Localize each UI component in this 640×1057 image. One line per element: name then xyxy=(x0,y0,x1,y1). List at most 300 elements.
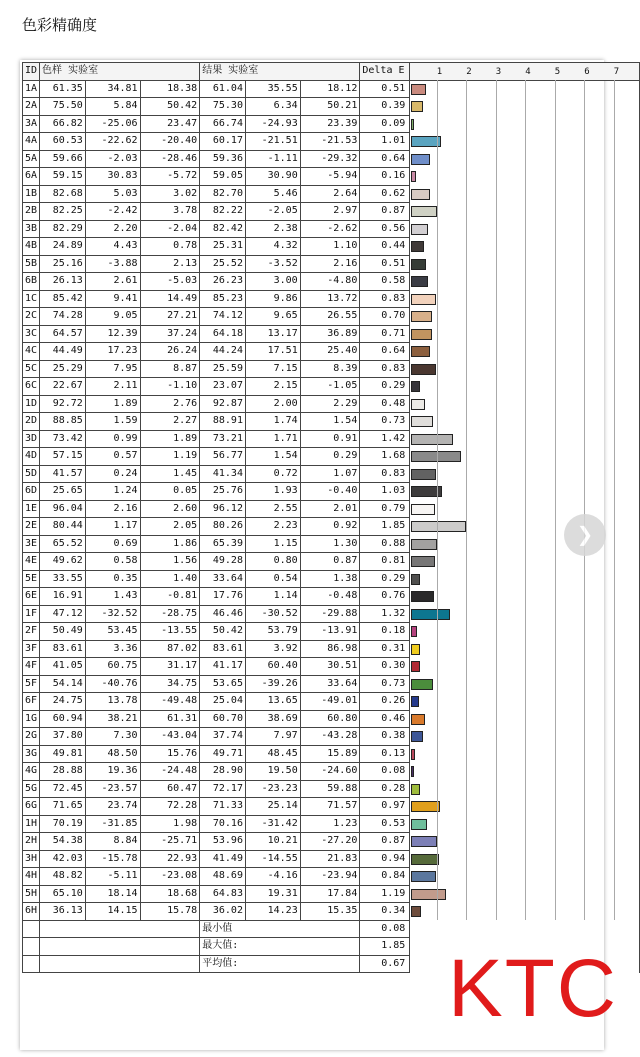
sample-lab-value: 60.94 xyxy=(40,710,86,728)
result-lab-value: 66.74 xyxy=(200,115,246,133)
result-lab-value: 60.80 xyxy=(300,710,360,728)
patch-id: 5D xyxy=(23,465,40,483)
patch-id: 4H xyxy=(23,868,40,886)
delta-e-value: 0.29 xyxy=(360,570,410,588)
result-lab-value: 15.89 xyxy=(300,745,360,763)
header-delta: Delta E xyxy=(360,63,410,81)
delta-e-value: 1.85 xyxy=(360,518,410,536)
sample-lab-value: 57.15 xyxy=(40,448,86,466)
sample-lab-value: 24.75 xyxy=(40,693,86,711)
sample-lab-value: 72.28 xyxy=(140,798,200,816)
result-lab-value: -0.40 xyxy=(300,483,360,501)
result-lab-value: 30.90 xyxy=(245,168,300,186)
delta-e-value: 0.58 xyxy=(360,273,410,291)
delta-e-bar xyxy=(411,189,429,200)
patch-id: 6H xyxy=(23,903,40,921)
delta-e-value: 0.53 xyxy=(360,815,410,833)
sample-lab-value: 8.87 xyxy=(140,360,200,378)
patch-id: 2C xyxy=(23,308,40,326)
table-row xyxy=(23,220,640,238)
result-lab-value: 59.05 xyxy=(200,168,246,186)
result-lab-value: 26.23 xyxy=(200,273,246,291)
table-row xyxy=(23,640,640,658)
delta-e-value: 0.09 xyxy=(360,115,410,133)
scale-gridline xyxy=(466,80,467,920)
result-lab-value: 19.31 xyxy=(245,885,300,903)
result-lab-value: 0.80 xyxy=(245,553,300,571)
result-lab-value: 1.74 xyxy=(245,413,300,431)
patch-id: 3A xyxy=(23,115,40,133)
delta-e-bar xyxy=(411,871,436,882)
patch-id: 6A xyxy=(23,168,40,186)
table-row xyxy=(23,325,640,343)
sample-lab-value: -22.62 xyxy=(85,133,140,151)
sample-lab-value: 2.27 xyxy=(140,413,200,431)
summary-empty xyxy=(23,955,40,973)
result-lab-value: -49.01 xyxy=(300,693,360,711)
table-row xyxy=(23,378,640,396)
summary-label: 平均值: xyxy=(200,955,360,973)
sample-lab-value: 73.42 xyxy=(40,430,86,448)
sample-lab-value: 26.24 xyxy=(140,343,200,361)
delta-e-value: 0.97 xyxy=(360,798,410,816)
result-lab-value: 1.54 xyxy=(300,413,360,431)
patch-id: 1F xyxy=(23,605,40,623)
result-lab-value: -4.16 xyxy=(245,868,300,886)
result-lab-value: -21.51 xyxy=(245,133,300,151)
delta-e-bar xyxy=(411,101,423,112)
sample-lab-value: 3.78 xyxy=(140,203,200,221)
delta-e-value: 0.76 xyxy=(360,588,410,606)
sample-lab-value: -32.52 xyxy=(85,605,140,623)
delta-e-bar xyxy=(411,889,446,900)
patch-id: 2F xyxy=(23,623,40,641)
delta-e-bar xyxy=(411,241,424,252)
sample-lab-value: 48.50 xyxy=(85,745,140,763)
scale-gridline xyxy=(525,80,526,920)
scale-tick: 2 xyxy=(466,67,472,78)
result-lab-value: 35.55 xyxy=(245,80,300,98)
sample-lab-value: 12.39 xyxy=(85,325,140,343)
result-lab-value: 21.83 xyxy=(300,850,360,868)
delta-e-value: 0.48 xyxy=(360,395,410,413)
summary-value: 0.08 xyxy=(360,920,410,938)
delta-e-bar xyxy=(411,574,420,585)
delta-e-value: 0.39 xyxy=(360,98,410,116)
sample-lab-value: 24.89 xyxy=(40,238,86,256)
sample-lab-value: 5.03 xyxy=(85,185,140,203)
delta-e-value: 0.94 xyxy=(360,850,410,868)
sample-lab-value: -23.57 xyxy=(85,780,140,798)
sample-lab-value: 0.58 xyxy=(85,553,140,571)
sample-lab-value: -24.48 xyxy=(140,763,200,781)
sample-lab-value: 15.78 xyxy=(140,903,200,921)
result-lab-value: -5.94 xyxy=(300,168,360,186)
delta-e-bar xyxy=(411,906,421,917)
sample-lab-value: 1.45 xyxy=(140,465,200,483)
patch-id: 4C xyxy=(23,343,40,361)
sample-lab-value: 2.16 xyxy=(85,500,140,518)
sample-lab-value: 49.62 xyxy=(40,553,86,571)
sample-lab-value: 88.85 xyxy=(40,413,86,431)
scale-tick: 4 xyxy=(525,67,531,78)
table-row xyxy=(23,203,640,221)
sample-lab-value: -2.04 xyxy=(140,220,200,238)
result-lab-value: 70.16 xyxy=(200,815,246,833)
sample-lab-value: 0.24 xyxy=(85,465,140,483)
result-lab-value: 8.39 xyxy=(300,360,360,378)
delta-e-bar xyxy=(411,276,428,287)
patch-id: 4G xyxy=(23,763,40,781)
delta-e-bar xyxy=(411,854,439,865)
sample-lab-value: 14.49 xyxy=(140,290,200,308)
table-row xyxy=(23,780,640,798)
result-lab-value: 25.31 xyxy=(200,238,246,256)
sample-lab-value: 1.98 xyxy=(140,815,200,833)
delta-e-value: 0.84 xyxy=(360,868,410,886)
table-row xyxy=(23,98,640,116)
sample-lab-value: -28.46 xyxy=(140,150,200,168)
delta-e-bar xyxy=(411,539,437,550)
delta-e-value: 0.08 xyxy=(360,763,410,781)
patch-id: 6D xyxy=(23,483,40,501)
result-lab-value: 1.07 xyxy=(300,465,360,483)
delta-e-bar xyxy=(411,504,434,515)
result-lab-value: 83.61 xyxy=(200,640,246,658)
delta-e-bar xyxy=(411,224,428,235)
table-row xyxy=(23,255,640,273)
sample-lab-value: 96.04 xyxy=(40,500,86,518)
delta-e-bar xyxy=(411,819,427,830)
sample-lab-value: 1.59 xyxy=(85,413,140,431)
delta-e-bar xyxy=(411,311,432,322)
table-row xyxy=(23,553,640,571)
next-page-button[interactable] xyxy=(564,514,606,556)
table-row xyxy=(23,850,640,868)
patch-id: 5F xyxy=(23,675,40,693)
sample-lab-value: 41.05 xyxy=(40,658,86,676)
header-sample: 色样 实验室 xyxy=(40,63,200,81)
result-lab-value: 5.46 xyxy=(245,185,300,203)
table-row xyxy=(23,483,640,501)
result-lab-value: 37.74 xyxy=(200,728,246,746)
sample-lab-value: 1.17 xyxy=(85,518,140,536)
delta-e-value: 0.18 xyxy=(360,623,410,641)
result-lab-value: 0.91 xyxy=(300,430,360,448)
table-row xyxy=(23,518,640,536)
patch-id: 2D xyxy=(23,413,40,431)
result-lab-value: 9.86 xyxy=(245,290,300,308)
summary-label: 最大值: xyxy=(200,938,360,956)
sample-lab-value: 1.19 xyxy=(140,448,200,466)
summary-empty xyxy=(40,938,200,956)
sample-lab-value: -1.10 xyxy=(140,378,200,396)
delta-e-bar xyxy=(411,434,453,445)
summary-value: 1.85 xyxy=(360,938,410,956)
result-lab-value: 53.65 xyxy=(200,675,246,693)
result-lab-value: 1.14 xyxy=(245,588,300,606)
sample-lab-value: 83.61 xyxy=(40,640,86,658)
sample-lab-value: 59.66 xyxy=(40,150,86,168)
delta-e-value: 0.64 xyxy=(360,150,410,168)
sample-lab-value: 23.47 xyxy=(140,115,200,133)
result-lab-value: 64.83 xyxy=(200,885,246,903)
scale-tick: 5 xyxy=(554,67,561,78)
result-lab-value: 1.93 xyxy=(245,483,300,501)
result-lab-value: 18.12 xyxy=(300,80,360,98)
result-lab-value: 36.02 xyxy=(200,903,246,921)
result-lab-value: 60.40 xyxy=(245,658,300,676)
sample-lab-value: -43.04 xyxy=(140,728,200,746)
delta-e-bar xyxy=(411,836,437,847)
result-lab-value: -3.52 xyxy=(245,255,300,273)
table-row xyxy=(23,185,640,203)
sample-lab-value: -15.78 xyxy=(85,850,140,868)
sample-lab-value: 0.05 xyxy=(140,483,200,501)
result-lab-value: -2.05 xyxy=(245,203,300,221)
sample-lab-value: 1.89 xyxy=(140,430,200,448)
patch-id: 4B xyxy=(23,238,40,256)
result-lab-value: 60.17 xyxy=(200,133,246,151)
sample-lab-value: 37.24 xyxy=(140,325,200,343)
delta-e-bar xyxy=(411,731,422,742)
sample-lab-value: 3.02 xyxy=(140,185,200,203)
delta-e-bar xyxy=(411,714,425,725)
table-row xyxy=(23,658,640,676)
sample-lab-value: 82.68 xyxy=(40,185,86,203)
result-lab-value: -39.26 xyxy=(245,675,300,693)
patch-id: 5A xyxy=(23,150,40,168)
delta-e-bar xyxy=(411,766,413,777)
delta-e-value: 1.32 xyxy=(360,605,410,623)
sample-lab-value: -23.08 xyxy=(140,868,200,886)
patch-id: 1B xyxy=(23,185,40,203)
ktc-watermark: KTC xyxy=(448,943,618,1034)
sample-lab-value: 49.81 xyxy=(40,745,86,763)
result-lab-value: 33.64 xyxy=(200,570,246,588)
delta-e-value: 0.13 xyxy=(360,745,410,763)
sample-lab-value: 7.30 xyxy=(85,728,140,746)
table-row xyxy=(23,763,640,781)
result-lab-value: 50.42 xyxy=(200,623,246,641)
result-lab-value: 1.23 xyxy=(300,815,360,833)
scale-tick: 7 xyxy=(613,67,620,78)
sample-lab-value: 47.12 xyxy=(40,605,86,623)
sample-lab-value: 18.68 xyxy=(140,885,200,903)
result-lab-value: 44.24 xyxy=(200,343,246,361)
delta-e-value: 0.51 xyxy=(360,255,410,273)
delta-e-bar xyxy=(411,119,414,130)
scale-gridline xyxy=(614,80,615,920)
sample-lab-value: 70.19 xyxy=(40,815,86,833)
color-accuracy-table xyxy=(22,62,640,973)
summary-row xyxy=(23,920,640,938)
sample-lab-value: 54.14 xyxy=(40,675,86,693)
delta-e-value: 0.44 xyxy=(360,238,410,256)
patch-id: 3G xyxy=(23,745,40,763)
sample-lab-value: 1.40 xyxy=(140,570,200,588)
table-row xyxy=(23,343,640,361)
sample-lab-value: 92.72 xyxy=(40,395,86,413)
sample-lab-value: 59.15 xyxy=(40,168,86,186)
patch-id: 4D xyxy=(23,448,40,466)
result-lab-value: 23.07 xyxy=(200,378,246,396)
patch-id: 2B xyxy=(23,203,40,221)
sample-lab-value: -49.48 xyxy=(140,693,200,711)
result-lab-value: 82.22 xyxy=(200,203,246,221)
sample-lab-value: 0.99 xyxy=(85,430,140,448)
result-lab-value: 1.30 xyxy=(300,535,360,553)
table-row xyxy=(23,605,640,623)
sample-lab-value: -25.06 xyxy=(85,115,140,133)
result-lab-value: 38.69 xyxy=(245,710,300,728)
sample-lab-value: 26.13 xyxy=(40,273,86,291)
delta-e-value: 0.70 xyxy=(360,308,410,326)
sample-lab-value: 31.17 xyxy=(140,658,200,676)
delta-e-value: 0.87 xyxy=(360,833,410,851)
table-row xyxy=(23,290,640,308)
sample-lab-value: 60.53 xyxy=(40,133,86,151)
delta-e-bar xyxy=(411,661,420,672)
sample-lab-value: 0.35 xyxy=(85,570,140,588)
sample-lab-value: -3.88 xyxy=(85,255,140,273)
result-lab-value: -24.60 xyxy=(300,763,360,781)
result-lab-value: 19.50 xyxy=(245,763,300,781)
result-lab-value: 56.77 xyxy=(200,448,246,466)
result-lab-value: 0.54 xyxy=(245,570,300,588)
table-row xyxy=(23,693,640,711)
sample-lab-value: -28.75 xyxy=(140,605,200,623)
delta-e-value: 0.16 xyxy=(360,168,410,186)
sample-lab-value: 65.10 xyxy=(40,885,86,903)
summary-empty xyxy=(40,920,200,938)
result-lab-value: -31.42 xyxy=(245,815,300,833)
patch-id: 2E xyxy=(23,518,40,536)
result-lab-value: 74.12 xyxy=(200,308,246,326)
result-lab-value: 86.98 xyxy=(300,640,360,658)
sample-lab-value: 44.49 xyxy=(40,343,86,361)
result-lab-value: -30.52 xyxy=(245,605,300,623)
result-lab-value: 71.33 xyxy=(200,798,246,816)
result-lab-value: -0.48 xyxy=(300,588,360,606)
sample-lab-value: 1.56 xyxy=(140,553,200,571)
result-lab-value: 92.87 xyxy=(200,395,246,413)
delta-e-value: 0.73 xyxy=(360,675,410,693)
sample-lab-value: 28.88 xyxy=(40,763,86,781)
patch-id: 4E xyxy=(23,553,40,571)
sample-lab-value: 7.95 xyxy=(85,360,140,378)
sample-lab-value: 1.43 xyxy=(85,588,140,606)
result-lab-value: 59.88 xyxy=(300,780,360,798)
result-lab-value: 48.69 xyxy=(200,868,246,886)
scale-tick: 1 xyxy=(436,67,443,78)
sample-lab-value: 50.42 xyxy=(140,98,200,116)
result-lab-value: 59.36 xyxy=(200,150,246,168)
result-lab-value: 25.04 xyxy=(200,693,246,711)
delta-e-bar xyxy=(411,399,425,410)
result-lab-value: 2.97 xyxy=(300,203,360,221)
delta-e-bar xyxy=(411,749,415,760)
patch-id: 6E xyxy=(23,588,40,606)
sample-lab-value: 60.75 xyxy=(85,658,140,676)
table-row xyxy=(23,728,640,746)
scale-gridline xyxy=(437,80,438,920)
result-lab-value: 41.34 xyxy=(200,465,246,483)
result-lab-value: 82.42 xyxy=(200,220,246,238)
patch-id: 6B xyxy=(23,273,40,291)
sample-lab-value: 3.36 xyxy=(85,640,140,658)
result-lab-value: 23.39 xyxy=(300,115,360,133)
result-lab-value: -23.23 xyxy=(245,780,300,798)
sample-lab-value: 65.52 xyxy=(40,535,86,553)
result-lab-value: 2.55 xyxy=(245,500,300,518)
patch-id: 1E xyxy=(23,500,40,518)
summary-empty xyxy=(40,955,200,973)
sample-lab-value: 25.65 xyxy=(40,483,86,501)
sample-lab-value: 25.16 xyxy=(40,255,86,273)
result-lab-value: 1.10 xyxy=(300,238,360,256)
delta-e-bar xyxy=(411,154,430,165)
patch-id: 4F xyxy=(23,658,40,676)
delta-e-bar xyxy=(411,84,426,95)
table-row xyxy=(23,168,640,186)
sample-lab-value: 37.80 xyxy=(40,728,86,746)
result-lab-value: 4.32 xyxy=(245,238,300,256)
table-header-row xyxy=(23,63,640,81)
result-lab-value: 7.97 xyxy=(245,728,300,746)
result-lab-value: 72.17 xyxy=(200,780,246,798)
patch-id: 5B xyxy=(23,255,40,273)
patch-id: 1G xyxy=(23,710,40,728)
result-lab-value: 15.35 xyxy=(300,903,360,921)
delta-e-value: 0.71 xyxy=(360,325,410,343)
result-lab-value: 0.92 xyxy=(300,518,360,536)
sample-lab-value: 27.21 xyxy=(140,308,200,326)
delta-e-bar xyxy=(411,591,433,602)
sample-lab-value: 48.82 xyxy=(40,868,86,886)
table-row xyxy=(23,570,640,588)
patch-id: 5C xyxy=(23,360,40,378)
sample-lab-value: 0.78 xyxy=(140,238,200,256)
patch-id: 2H xyxy=(23,833,40,851)
result-lab-value: -1.11 xyxy=(245,150,300,168)
result-lab-value: 25.76 xyxy=(200,483,246,501)
table-row xyxy=(23,465,640,483)
patch-id: 3C xyxy=(23,325,40,343)
table-row xyxy=(23,885,640,903)
result-lab-value: 0.87 xyxy=(300,553,360,571)
table-row xyxy=(23,308,640,326)
result-lab-value: 2.29 xyxy=(300,395,360,413)
table-row xyxy=(23,868,640,886)
delta-e-value: 0.79 xyxy=(360,500,410,518)
result-lab-value: 82.70 xyxy=(200,185,246,203)
summary-empty xyxy=(23,920,40,938)
sample-lab-value: 41.57 xyxy=(40,465,86,483)
delta-e-value: 0.87 xyxy=(360,203,410,221)
result-lab-value: 7.15 xyxy=(245,360,300,378)
delta-e-bar xyxy=(411,416,433,427)
table-row xyxy=(23,430,640,448)
delta-e-bar xyxy=(411,784,419,795)
patch-id: 2G xyxy=(23,728,40,746)
table-row xyxy=(23,798,640,816)
result-lab-value: 49.71 xyxy=(200,745,246,763)
result-lab-value: -21.53 xyxy=(300,133,360,151)
result-lab-value: 3.00 xyxy=(245,273,300,291)
table-row xyxy=(23,115,640,133)
delta-e-bar xyxy=(411,609,450,620)
